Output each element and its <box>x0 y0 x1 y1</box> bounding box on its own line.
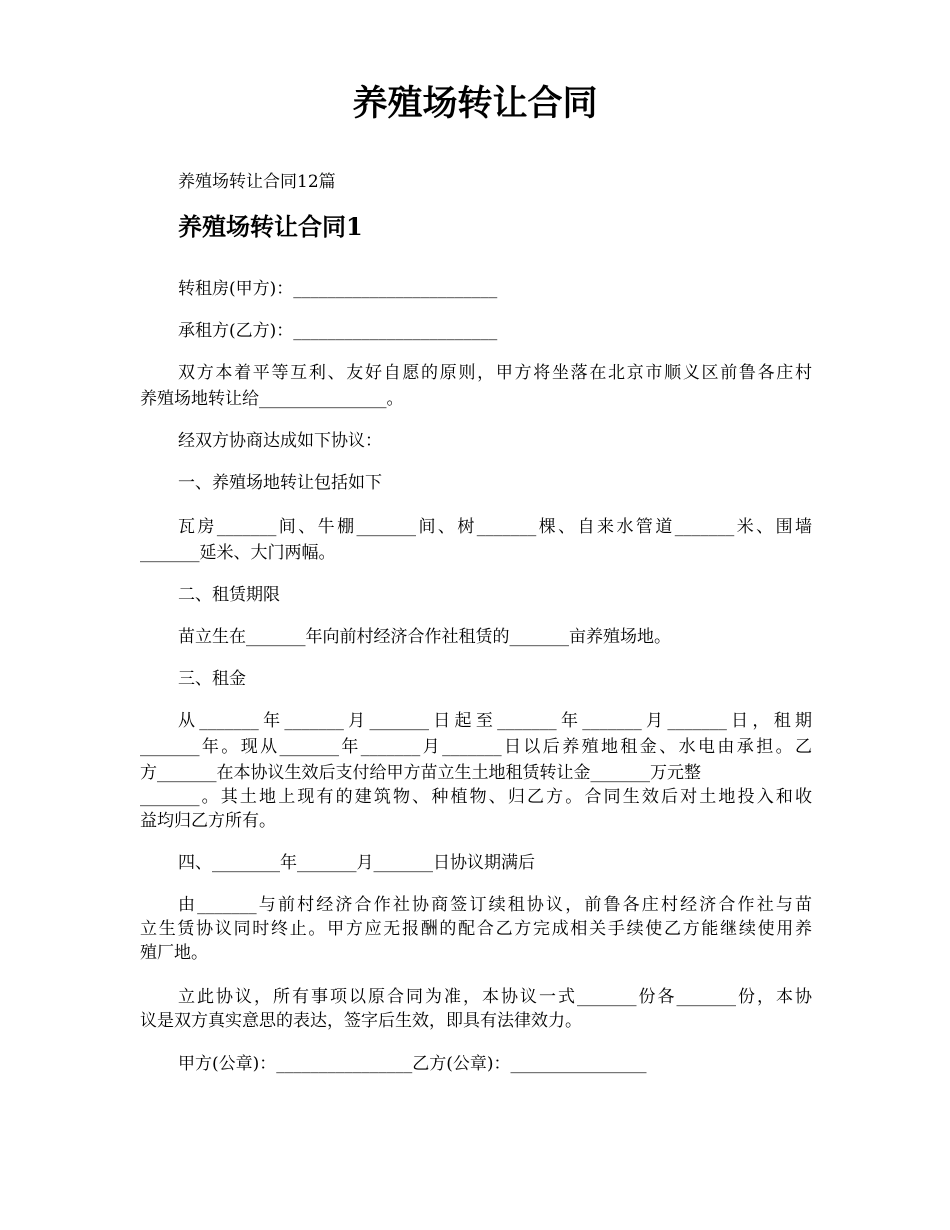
section-four-heading: 四、________年_______月_______日协议期满后 <box>178 853 535 873</box>
lessor-field: 转租房(甲方)：________________________ <box>178 279 498 299</box>
paragraph-rent-line-3: 方_______在本协议生效后支付给甲方苗立生土地租赁转让金_______万元整 <box>140 763 701 783</box>
paragraph-assets-line-2: _______延米、大门两幅。 <box>140 543 336 563</box>
agreement-intro: 经双方协商达成如下协议： <box>178 431 382 451</box>
paragraph-principle-line-2: 养殖场地转让给_______________。 <box>140 389 404 409</box>
paragraph-rent-line-2: _______年。现从_______年_______月_______日以后养殖地租金、水电由承担。乙 <box>140 737 812 757</box>
section-one-heading: 一、养殖场地转让包括如下 <box>178 473 382 493</box>
paragraph-assets-line-1: 瓦房_______间、牛棚_______间、树_______棵、自来水管道_______米、围墙 <box>178 517 812 537</box>
paragraph-principle-line-1: 双方本着平等互利、友好自愿的原则，甲方将坐落在北京市顺义区前鲁各庄村 <box>178 363 812 383</box>
contract-subtitle: 养殖场转让合同1 <box>178 212 363 241</box>
lessee-field: 承租方(乙方)：________________________ <box>178 321 498 341</box>
paragraph-renewal-line-3: 殖厂地。 <box>140 943 208 963</box>
signature-line: 甲方(公章)：________________乙方(公章)：________________ <box>178 1054 647 1074</box>
paragraph-rent-line-1: 从_______年_______月_______日起至_______年_______月_______日，租期 <box>178 711 812 731</box>
paragraph-effect-line-2: 议是双方真实意思的表达，签字后生效，即具有法律效力。 <box>140 1011 582 1031</box>
paragraph-rent-line-4: _______。其土地上现有的建筑物、种植物、归乙方。合同生效后对土地投入和收 <box>140 787 812 807</box>
document-title: 养殖场转让合同 <box>352 83 598 124</box>
paragraph-effect-line-1: 立此协议，所有事项以原合同为准，本协议一式_______份各_______份，本协 <box>178 987 812 1007</box>
paragraph-lease-term: 苗立生在_______年向前村经济合作社租赁的_______亩养殖场地。 <box>178 627 671 647</box>
series-note: 养殖场转让合同12篇 <box>178 172 336 192</box>
paragraph-rent-line-5: 益均归乙方所有。 <box>140 811 276 831</box>
section-three-heading: 三、租金 <box>178 669 246 689</box>
paragraph-renewal-line-2: 立生赁协议同时终止。甲方应无报酬的配合乙方完成相关手续使乙方能继续使用养 <box>140 919 812 939</box>
section-two-heading: 二、租赁期限 <box>178 585 280 605</box>
paragraph-renewal-line-1: 由_______与前村经济合作社协商签订续租协议，前鲁各庄村经济合作社与苗 <box>178 895 812 915</box>
